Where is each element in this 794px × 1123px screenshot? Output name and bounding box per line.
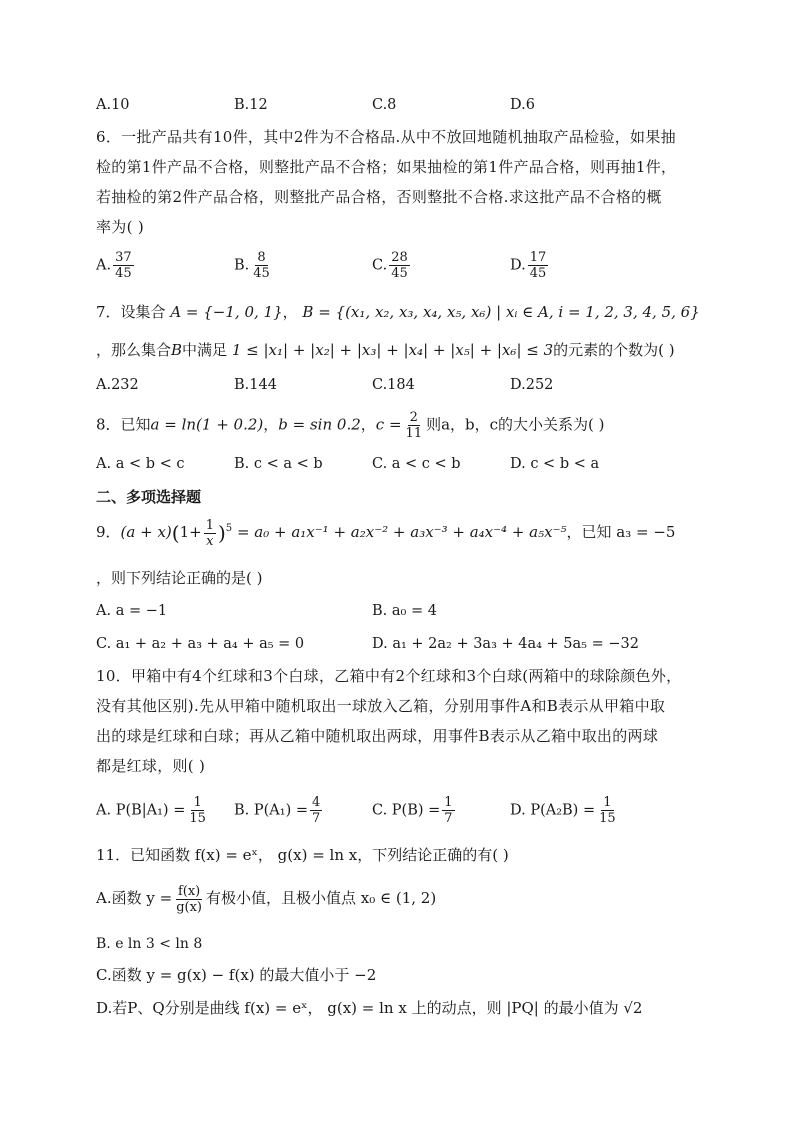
q11-option-a: A.函数 y = $\frac{f(x)}{g(x)}$ 有极小值，且极小值点 x₀ ∈ (1, 2) (96, 883, 437, 915)
q6-line-1: 6．一批产品共有10件，其中2件为不合格品.从中不放回地随机抽取产品检验，如果抽 (96, 128, 676, 146)
q10-line-3: 出的球是红球和白球；再从乙箱中随机取出两球，用事件B表示从乙箱中取出的两球 (96, 727, 659, 745)
section-title-multiple-choice: 二、多项选择题 (96, 488, 202, 506)
q7-option-b: B.144 (234, 377, 277, 393)
q8-option-b: B. c < a < b (234, 456, 323, 472)
q9-option-a: A. a = −1 (96, 603, 168, 619)
q6-line-4: 率为( ) (96, 218, 144, 236)
q6-line-3: 若抽检的第2件产品合格，则整批产品合格，否则整批不合格.求这批产品不合格的概 (96, 188, 662, 206)
q5-option-c: C.8 (372, 97, 397, 113)
q6-option-d: D. $\frac{17}{45}$ (510, 250, 547, 281)
q11-option-d: D.若P、Q分别是曲线 f(x) = eˣ， g(x) = ln x 上的动点，则 |PQ| 的最小值为 √2 (96, 999, 643, 1017)
q9-option-b: B. a₀ = 4 (372, 603, 437, 619)
q11-option-c: C.函数 y = g(x) − f(x) 的最大值小于 −2 (96, 966, 377, 984)
q11-stem: 11．已知函数 f(x) = eˣ， g(x) = ln x，下列结论正确的有( ) (96, 846, 509, 864)
q8-option-d: D. c < b < a (510, 456, 600, 472)
q6-option-a: A. $\frac{37}{45}$ (96, 250, 132, 281)
q10-line-1: 10．甲箱中有4个红球和3个白球，乙箱中有2个红球和3个白球(两箱中的球除颜色外， (96, 667, 682, 685)
q7-option-c: C.184 (372, 377, 415, 393)
q6-stem (96, 122, 696, 242)
q5-option-d: D.6 (510, 97, 535, 113)
q9-option-c: C. a₁ + a₂ + a₃ + a₄ + a₅ = 0 (96, 636, 305, 652)
q10-option-d: D. P(A₂B) = $\frac{1}{15}$ (510, 795, 616, 826)
q9-stem: 9．(a + x)(1+ $\frac{1}{x}$ )$^5$ = a₀ + a₁x⁻¹ + a₂x⁻² + a₃x⁻³ + a₄x⁻⁴ + a₅x⁻⁵，已知 a₃ = −5 (96, 517, 676, 549)
q7-line-2: ，那么集合B中满足 1 ≤ |x₁| + |x₂| + |x₃| + |x₄| + |x₅| + |x₆| ≤ 3的元素的个数为( ) (96, 341, 675, 359)
q10-option-c: C. P(B) = $\frac{1}{7}$ (372, 795, 453, 826)
q11-option-b: B. e ln 3 < ln 8 (96, 936, 203, 952)
q10-option-b: B. P(A₁) = $\frac{4}{7}$ (234, 795, 321, 826)
q5-option-a: A.10 (96, 97, 130, 113)
q10-stem (96, 661, 696, 781)
q10-line-4: 都是红球，则( ) (96, 757, 206, 775)
q10-option-a: A. P(B|A₁) = $\frac{1}{15}$ (96, 795, 206, 826)
q6-option-c: C. $\frac{28}{45}$ (372, 250, 408, 281)
q6-option-b: B. $\frac{8}{45}$ (234, 250, 270, 281)
q6-line-2: 检的第1件产品不合格，则整批产品不合格；如果抽检的第1件产品合格，则再抽1件， (96, 158, 677, 176)
q7-line-1: 7．设集合 A = {−1, 0, 1}， B = {(x₁, x₂, x₃, x₄, x₅, x₆) | xᵢ ∈ A, i = 1, 2, 3, 4, 5, 6} (96, 303, 700, 321)
q7-option-d: D.252 (510, 377, 554, 393)
q8-option-c: C. a < c < b (372, 456, 461, 472)
q9-option-d: D. a₁ + 2a₂ + 3a₃ + 4a₄ + 5a₅ = −32 (372, 636, 639, 652)
q7-option-a: A.232 (96, 377, 139, 393)
q8-option-a: A. a < b < c (96, 456, 185, 472)
q9-line-2: ，则下列结论正确的是( ) (96, 569, 263, 587)
q8-stem: 8．已知a = ln(1 + 0.2)，b = sin 0.2，c = $\frac{2}{11}$ 则a，b，c的大小关系为( ) (96, 410, 605, 441)
q10-line-2: 没有其他区别).先从甲箱中随机取出一球放入乙箱，分别用事件A和B表示从甲箱中取 (96, 697, 666, 715)
q5-option-b: B.12 (234, 97, 268, 113)
